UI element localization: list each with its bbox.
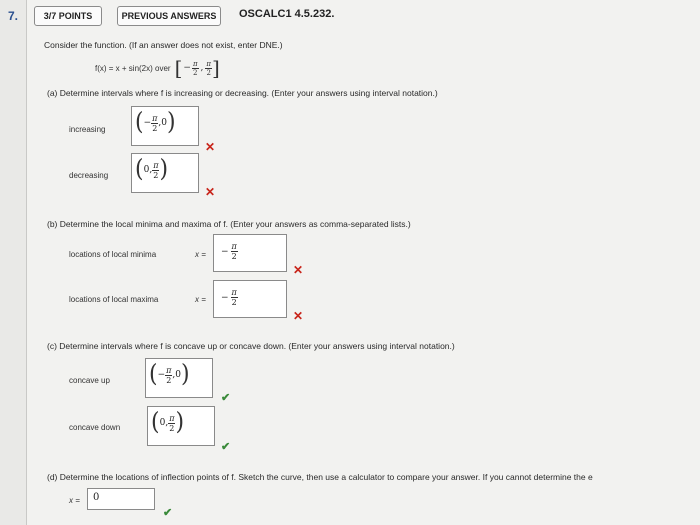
local-minima-var: x =: [195, 250, 206, 259]
local-minima-answer-value: − $\frac{\pi}{2}$: [221, 242, 237, 261]
problem-code: OSCALC1 4.5.232.: [239, 8, 335, 20]
points-badge: 3/7 POINTS: [34, 6, 102, 26]
interval-right-bracket: ]: [212, 56, 220, 80]
inflection-answer-value: 0: [93, 492, 100, 503]
concave-up-label: concave up: [69, 376, 110, 385]
previous-answers-button[interactable]: PREVIOUS ANSWERS: [117, 6, 221, 26]
decreasing-label: decreasing: [69, 171, 109, 180]
local-maxima-var: x =: [195, 295, 206, 304]
interval-lower-fraction: $\frac{\pi}{2}$: [192, 59, 198, 77]
interval-lower-sign: −: [183, 63, 191, 73]
part-a-prompt: (a) Determine intervals where f is increasing or decreasing. (Enter your answers using interval notation.): [47, 88, 438, 98]
concave-up-correct-icon: ✔: [221, 392, 231, 404]
increasing-label: increasing: [69, 125, 106, 134]
part-d-prompt: (d) Determine the locations of inflection points of f. Sketch the curve, then use a calculator to compare your answer. If you cannot determine the e: [47, 472, 593, 482]
local-minima-wrong-icon: ✕: [293, 263, 304, 277]
concave-down-answer-value: ( 0 , $\frac{\pi}{2}$ ): [151, 408, 185, 437]
decreasing-wrong-icon: ✕: [205, 185, 216, 199]
local-minima-label: locations of local minima: [69, 250, 157, 259]
decreasing-answer-value: ( 0 , $\frac{\pi}{2}$ ): [135, 155, 169, 184]
part-c-prompt: (c) Determine intervals where f is concave up or concave down. (Enter your answers using interval notation.): [47, 341, 455, 351]
function-definition: f(x) = x + sin(2x) over [ − $\frac{\pi}{2}$ , $\frac{\pi}{2}$ ]: [95, 56, 220, 80]
increasing-answer-value: ( − $\frac{\pi}{2}$ , 0 ): [135, 108, 176, 137]
increasing-wrong-icon: ✕: [205, 140, 216, 154]
local-maxima-label: locations of local maxima: [69, 295, 159, 304]
inflection-correct-icon: ✔: [163, 507, 173, 519]
interval-left-bracket: [: [174, 56, 183, 80]
concave-down-label: concave down: [69, 423, 121, 432]
part-b-prompt: (b) Determine the local minima and maxima of f. (Enter your answers as comma-separated lists.): [47, 219, 411, 229]
question-number: 7.: [8, 9, 19, 23]
question-panel: [26, 0, 700, 525]
concave-up-answer-value: ( − $\frac{\pi}{2}$ , 0 ): [149, 360, 190, 389]
local-maxima-answer-value: − $\frac{\pi}{2}$: [221, 288, 237, 307]
concave-down-correct-icon: ✔: [221, 441, 231, 453]
function-text: f(x) = x + sin(2x) over: [95, 63, 171, 73]
local-maxima-wrong-icon: ✕: [293, 309, 304, 323]
inflection-var: x =: [69, 496, 80, 505]
intro-text: Consider the function. (If an answer does not exist, enter DNE.): [44, 40, 283, 50]
interval-upper-fraction: $\frac{\pi}{2}$: [206, 59, 212, 77]
